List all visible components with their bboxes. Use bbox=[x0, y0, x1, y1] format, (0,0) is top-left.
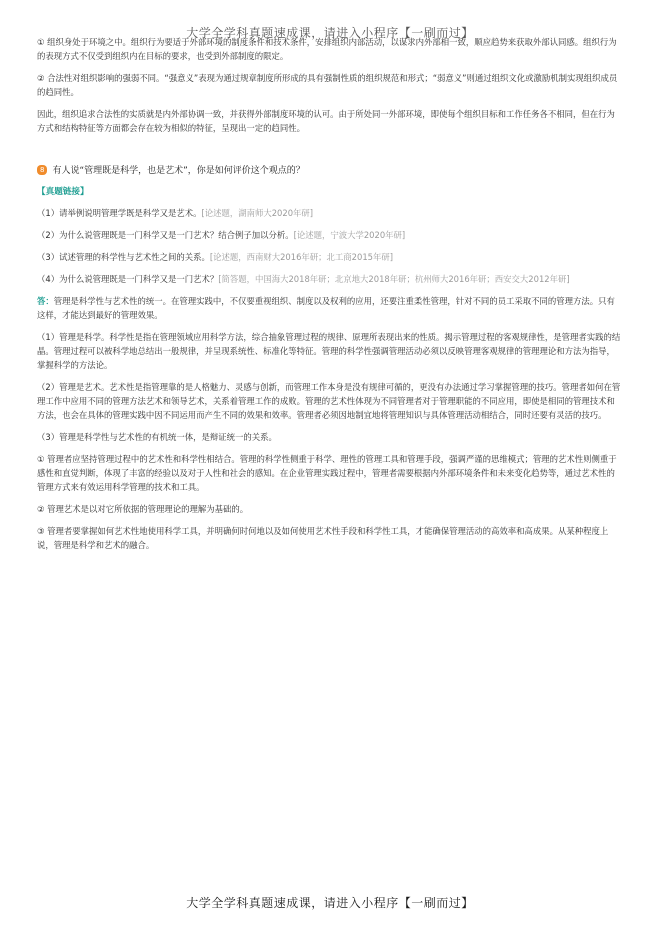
exam-link-text: （1）请举例说明管理学既是科学又是艺术。 bbox=[37, 208, 202, 218]
exam-link-4 bbox=[37, 272, 623, 286]
header-watermark: 大学全学科真题速成课，请进入小程序【一刷而过】 bbox=[186, 26, 474, 40]
exam-link-text: （4）为什么说管理既是一门科学又是一门艺术？ bbox=[37, 274, 219, 284]
exam-link-2 bbox=[37, 228, 623, 242]
exam-link-source: [论述题，西南财大2016年研；北工商2015年研] bbox=[209, 252, 393, 262]
document-content bbox=[37, 35, 623, 560]
answer-paragraph-6: ③ 管理者要掌握如何艺术性地使用科学工具，并明确何时何地以及如何使用艺术性手段和科学性工具，才能确保管理活动的高效率和高成果。从某种程度上说，管理是科学和艺术的融合。 bbox=[37, 526, 609, 550]
answer-intro-text: 管理是科学性与艺术性的统一。在管理实践中，不仅要重视组织、制度以及权利的应用，还要注重柔性管理，针对不同的员工采取不同的管理方法。只有这样，才能达到最好的管理效果。 bbox=[37, 296, 615, 320]
question-heading bbox=[37, 163, 623, 176]
exam-link-3 bbox=[37, 250, 623, 264]
answer-paragraph-4: ① 管理者应坚持管理过程中的艺术性和科学性相结合。管理的科学性侧重于科学、理性的管理工具和管理手段，强调严谨的思维模式；管理的艺术性则侧重于感性和直觉判断，体现了丰富的经验以及对于人性和社会的感知。在企业管理实践过程中，管理者需要根据内外部环境条件和未来变化趋势等，通过艺术性的管理方式来有效运用科学管理的技术和工具。 bbox=[37, 454, 617, 492]
exam-link-source: [简答题，中国海大2018年研；北京地大2018年研；杭州师大2016年研；西安交大2012年研] bbox=[218, 274, 570, 284]
links-tag: 【真题链接】 bbox=[37, 187, 89, 197]
answer-intro bbox=[37, 294, 623, 322]
intro-paragraph-1: ① 组织身处于环境之中。组织行为要适于外部环境的制度条件和技术条件，安排组织内部活动，以谋求内外部相一致，顺应趋势来获取外部认同感。组织行为的表现方式不仅受到组织内在目标的要求，也受到外部制度的限定。 bbox=[37, 37, 617, 61]
answer-paragraph-5: ② 管理艺术是以对它所依据的管理理论的理解为基础的。 bbox=[37, 504, 249, 514]
answer-paragraph-1: （1）管理是科学。科学性是指在管理领域应用科学方法，综合抽象管理过程的规律、原理所表现出来的性质。揭示管理过程的客观规律性，是管理者实践的结晶。管理过程可以被科学地总结出一般规律，并呈现系统性、标准化等特征。管理的科学性强调管理活动必须以反映管理客观规律的管理理论和方法为指导，掌握科学的方法论。 bbox=[37, 332, 621, 370]
question-text: 有人说“管理既是科学，也是艺术”，你是如何评价这个观点的？ bbox=[52, 166, 305, 176]
question-number-badge: 8 bbox=[37, 165, 47, 175]
intro-paragraph-3: 因此，组织追求合法性的实质就是内外部协调一致，并获得外部制度环境的认可。由于所处同一外部环境，即使每个组织目标和工作任务各不相同，但在行为方式和结构特征等方面都会存在较为相似的特征，呈现出一定的趋同性。 bbox=[37, 109, 615, 133]
exam-link-text: （3）试述管理的科学性与艺术性之间的关系。 bbox=[37, 252, 210, 262]
exam-link-1 bbox=[37, 206, 623, 220]
footer-watermark: 大学全学科真题速成课，请进入小程序【一刷而过】 bbox=[186, 896, 474, 910]
exam-link-source: [论述题，湖南师大2020年研] bbox=[201, 208, 314, 218]
answer-label: 答： bbox=[37, 296, 54, 306]
answer-paragraph-2: （2）管理是艺术。艺术性是指管理靠的是人格魅力、灵感与创新，而管理工作本身是没有规律可循的，更没有办法通过学习掌握管理的技巧。管理者如何在管理工作中应用不同的管理方法艺术和领导艺术，关系着管理工作的成败。管理的艺术性体现为不同管理者对于管理职能的不同应用，即使是相同的管理技术和方法，也会在具体的管理实践中因不同运用而产生不同的效果和效率。管理者必须因地制宜地将管理知识与具体管理活动相结合，同时还要有灵活的技巧。 bbox=[37, 382, 621, 420]
exam-link-text: （2）为什么说管理既是一门科学又是一门艺术？结合例子加以分析。 bbox=[37, 230, 294, 240]
answer-paragraph-3: （3）管理是科学性与艺术性的有机统一体，是辩证统一的关系。 bbox=[37, 432, 277, 442]
intro-paragraph-2: ② 合法性对组织影响的强弱不同。“强意义”表现为通过规章制度所形成的具有强制性质的组织规范和形式；“弱意义”则通过组织文化或激励机制实现组织成员的趋同性。 bbox=[37, 73, 618, 97]
exam-link-source: [论述题，宁波大学2020年研] bbox=[293, 230, 406, 240]
